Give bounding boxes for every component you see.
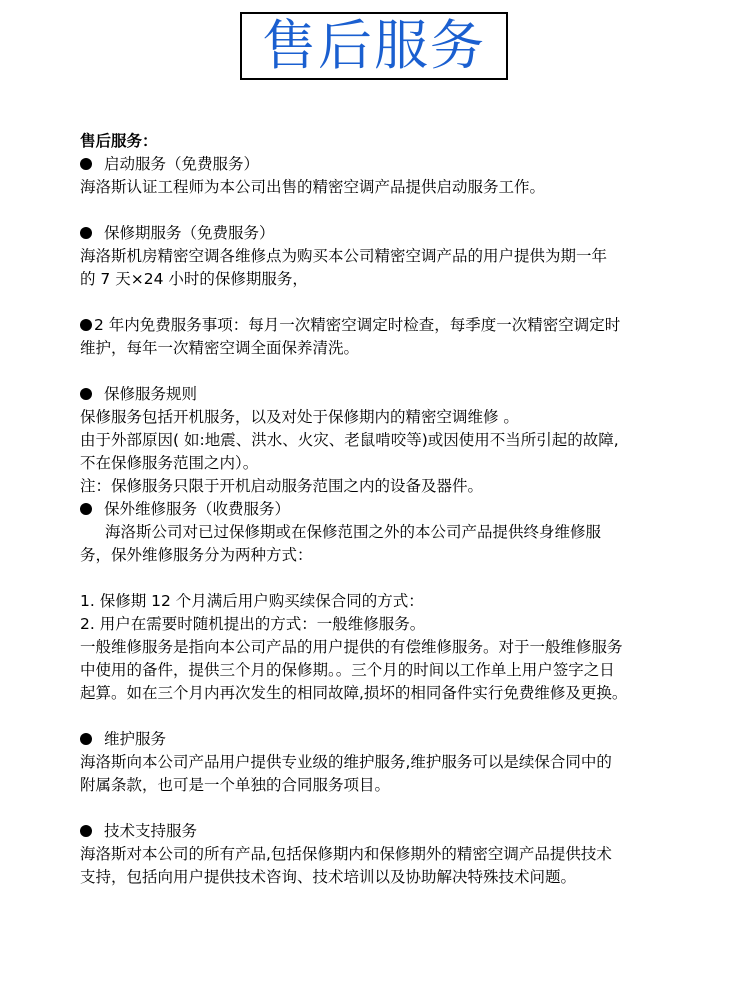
out-of-warranty-heading — [80, 498, 690, 521]
startup-service-title: 启动服务（免费服务） — [104, 155, 260, 173]
startup-service-text: 海洛斯认证工程师为本公司出售的精密空调产品提供启动服务工作。 — [80, 178, 546, 196]
tech-support-text-1: 海洛斯对本公司的所有产品,包括保修期内和保修期外的精密空调产品提供技术 — [80, 845, 612, 863]
startup-service-heading — [80, 153, 690, 176]
warranty-period-text-1: 海洛斯机房精密空调各维修点为购买本公司精密空调产品的用户提供为期一年 — [80, 247, 608, 265]
out-of-warranty-detail-1: 一般维修服务是指向本公司产品的用户提供的有偿维修服务。对于一般维修服务 — [80, 638, 623, 656]
out-of-warranty-intro-1: 海洛斯公司对已过保修期或在保修范围之外的本公司产品提供终身维修服 — [105, 523, 602, 541]
free-items-line-1 — [80, 314, 690, 337]
maintenance-heading — [80, 728, 690, 751]
warranty-rules-heading — [80, 383, 690, 406]
out-of-warranty-detail-2: 中使用的备件，提供三个月的保修期。。三个月的时间以工作单上用户签字之日 — [80, 661, 615, 679]
tech-support-heading — [80, 820, 690, 843]
bullet-icon — [80, 825, 92, 837]
warranty-rules-text-2: 由于外部原因( 如:地震、洪水、火灾、老鼠啃咬等)或因使用不当所引起的故障, — [80, 431, 619, 449]
warranty-period-text-2: 的 7 天×24 小时的保修期服务， — [80, 270, 308, 288]
maintenance-text-2: 附属条款，也可是一个单独的合同服务项目。 — [80, 776, 391, 794]
warranty-rules-text-3: 不在保修服务范围之内）。 — [80, 454, 259, 472]
page-title: 售后服务 — [262, 14, 486, 77]
bullet-icon — [80, 733, 92, 745]
warranty-rules-text-1: 保修服务包括开机服务，以及对处于保修期内的精密空调维修 。 — [80, 408, 519, 426]
free-items-text-1: 2 年内免费服务事项：每月一次精密空调定时检查，每季度一次精密空调定时 — [94, 316, 621, 334]
bullet-icon — [80, 227, 92, 239]
tech-support-title: 技术支持服务 — [104, 822, 198, 840]
out-of-warranty-method-2: 2. 用户在需要时随机提出的方式：一般维修服务。 — [80, 615, 426, 633]
maintenance-title: 维护服务 — [104, 730, 167, 748]
page-title-box — [240, 12, 508, 80]
out-of-warranty-method-1: 1. 保修期 12 个月满后用户购买续保合同的方式： — [80, 592, 424, 610]
maintenance-text-1: 海洛斯向本公司产品用户提供专业级的维护服务,维护服务可以是续保合同中的 — [80, 753, 612, 771]
free-items-text-2: 维护，每年一次精密空调全面保养清洗。 — [80, 339, 360, 357]
bullet-icon — [80, 388, 92, 400]
tech-support-text-2: 支持，包括向用户提供技术咨询、技术培训以及协助解决特殊技术问题。 — [80, 868, 577, 886]
bullet-icon — [80, 158, 92, 170]
bullet-icon — [80, 503, 92, 515]
warranty-rules-note: 注：保修服务只限于开机启动服务范围之内的设备及器件。 — [80, 477, 484, 495]
section-heading: 售后服务： — [80, 132, 158, 150]
warranty-period-heading — [80, 222, 690, 245]
warranty-period-title: 保修期服务（免费服务） — [104, 224, 275, 242]
warranty-rules-title: 保修服务规则 — [104, 385, 198, 403]
out-of-warranty-detail-3: 起算。如在三个月内再次发生的相同故障,损坏的相同备件实行免费维修及更换。 — [80, 684, 628, 702]
out-of-warranty-title: 保外维修服务（收费服务） — [104, 500, 291, 518]
document-body — [80, 130, 690, 889]
out-of-warranty-intro-2: 务，保外维修服务分为两种方式： — [80, 546, 313, 564]
bullet-icon — [80, 319, 92, 331]
